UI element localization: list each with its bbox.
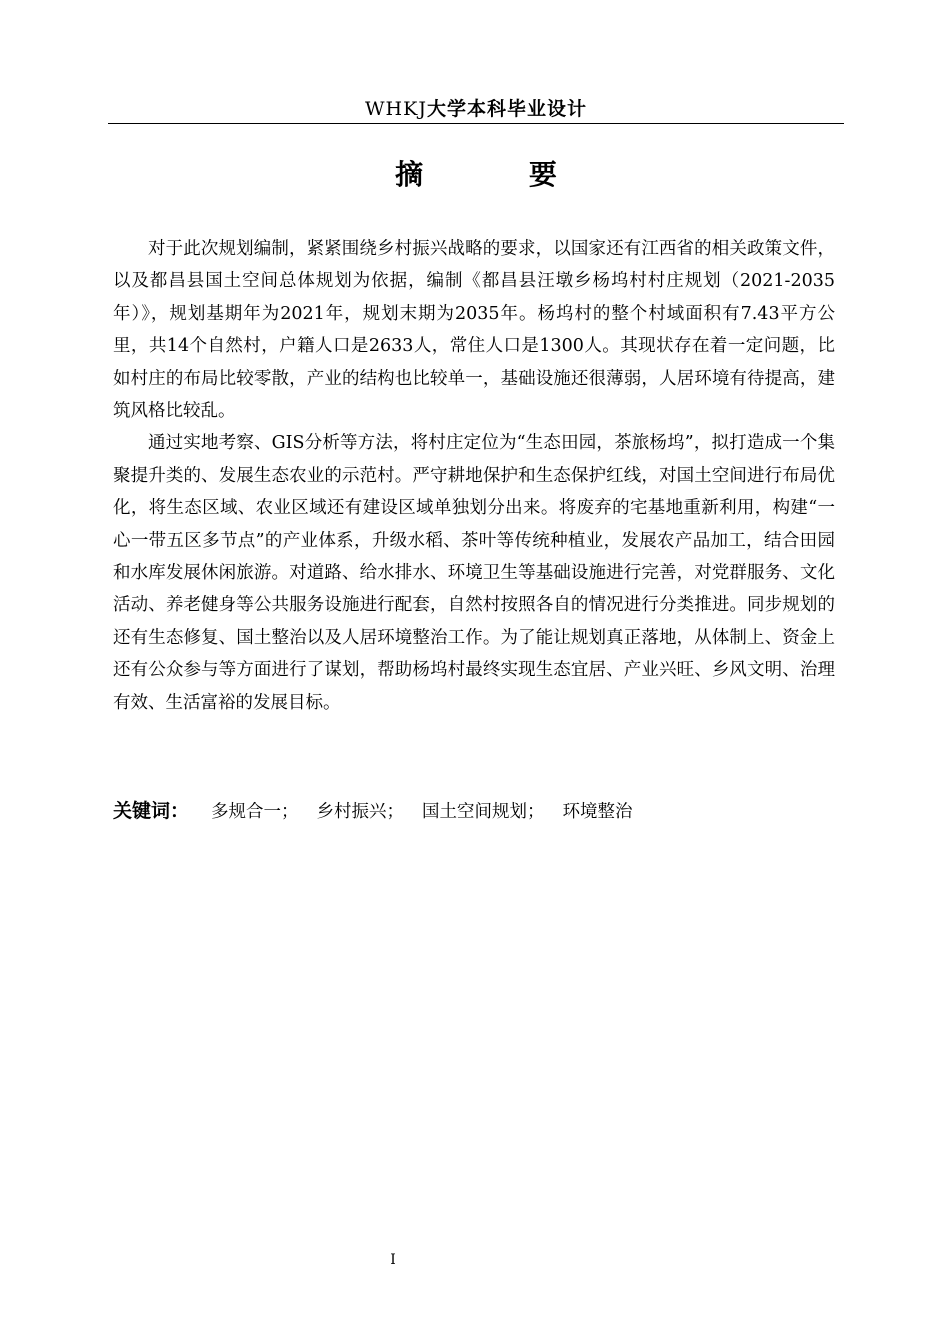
keywords-label: 关键词： [113, 800, 190, 822]
abstract-paragraph: 通过实地考察、GIS分析等方法，将村庄定位为“生态田园，茶旅杨坞”，拟打造成一个集聚提升类的、发展生态农业的示范村。严守耕地保护和生态保护红线，对国土空间进行布局优化，将生态区域、农业区域还有建设区域单独划分出来。将废弃的宅基地重新利用，构建“一心一带五区多节点”的产业体系，升级水稻、茶叶等传统种植业，发展农产品加工，结合田园和水库发展休闲旅游。对道路、给水排水、环境卫生等基础设施进行完善，对党群服务、文化活动、养老健身等公共服务设施进行配套，自然村按照各自的情况进行分类推进。同步规划的还有生态修复、国土整治以及人居环境整治工作。为了能让规划真正落地，从体制上、资金上还有公众参与等方面进行了谋划，帮助杨坞村最终实现生态宜居、产业兴旺、乡风文明、治理有效、生活富裕的发展目标。 [113, 433, 835, 713]
header-rule [108, 123, 844, 124]
abstract-paragraph: 对于此次规划编制，紧紧围绕乡村振兴战略的要求，以国家还有江西省的相关政策文件，以及都昌县国土空间总体规划为依据，编制《都昌县汪墩乡杨坞村村庄规划（2021-2035年）》，规划基期年为2021年，规划末期为2035年。杨坞村的整个村域面积有7.43平方公里，共14个自然村，户籍人口是2633人，常住人口是1300人。其现状存在着一定问题，比如村庄的布局比较零散，产业的结构也比较单一，基础设施还很薄弱，人居环境有待提高，建筑风格比较乱。 [113, 239, 835, 422]
keyword: 多规合一； [211, 802, 299, 822]
keywords-line [113, 796, 835, 827]
keyword: 乡村振兴； [316, 802, 405, 822]
abstract-body [113, 233, 835, 719]
abstract-title: 摘 要 [395, 158, 605, 191]
header-title: 大学本科毕业设计 [426, 98, 587, 120]
header-prefix: WHKJ [365, 98, 427, 120]
page-number: I [390, 1252, 396, 1268]
keyword: 环境整治 [562, 802, 633, 822]
running-header [108, 96, 844, 122]
keyword: 国土空间规划； [422, 802, 545, 822]
